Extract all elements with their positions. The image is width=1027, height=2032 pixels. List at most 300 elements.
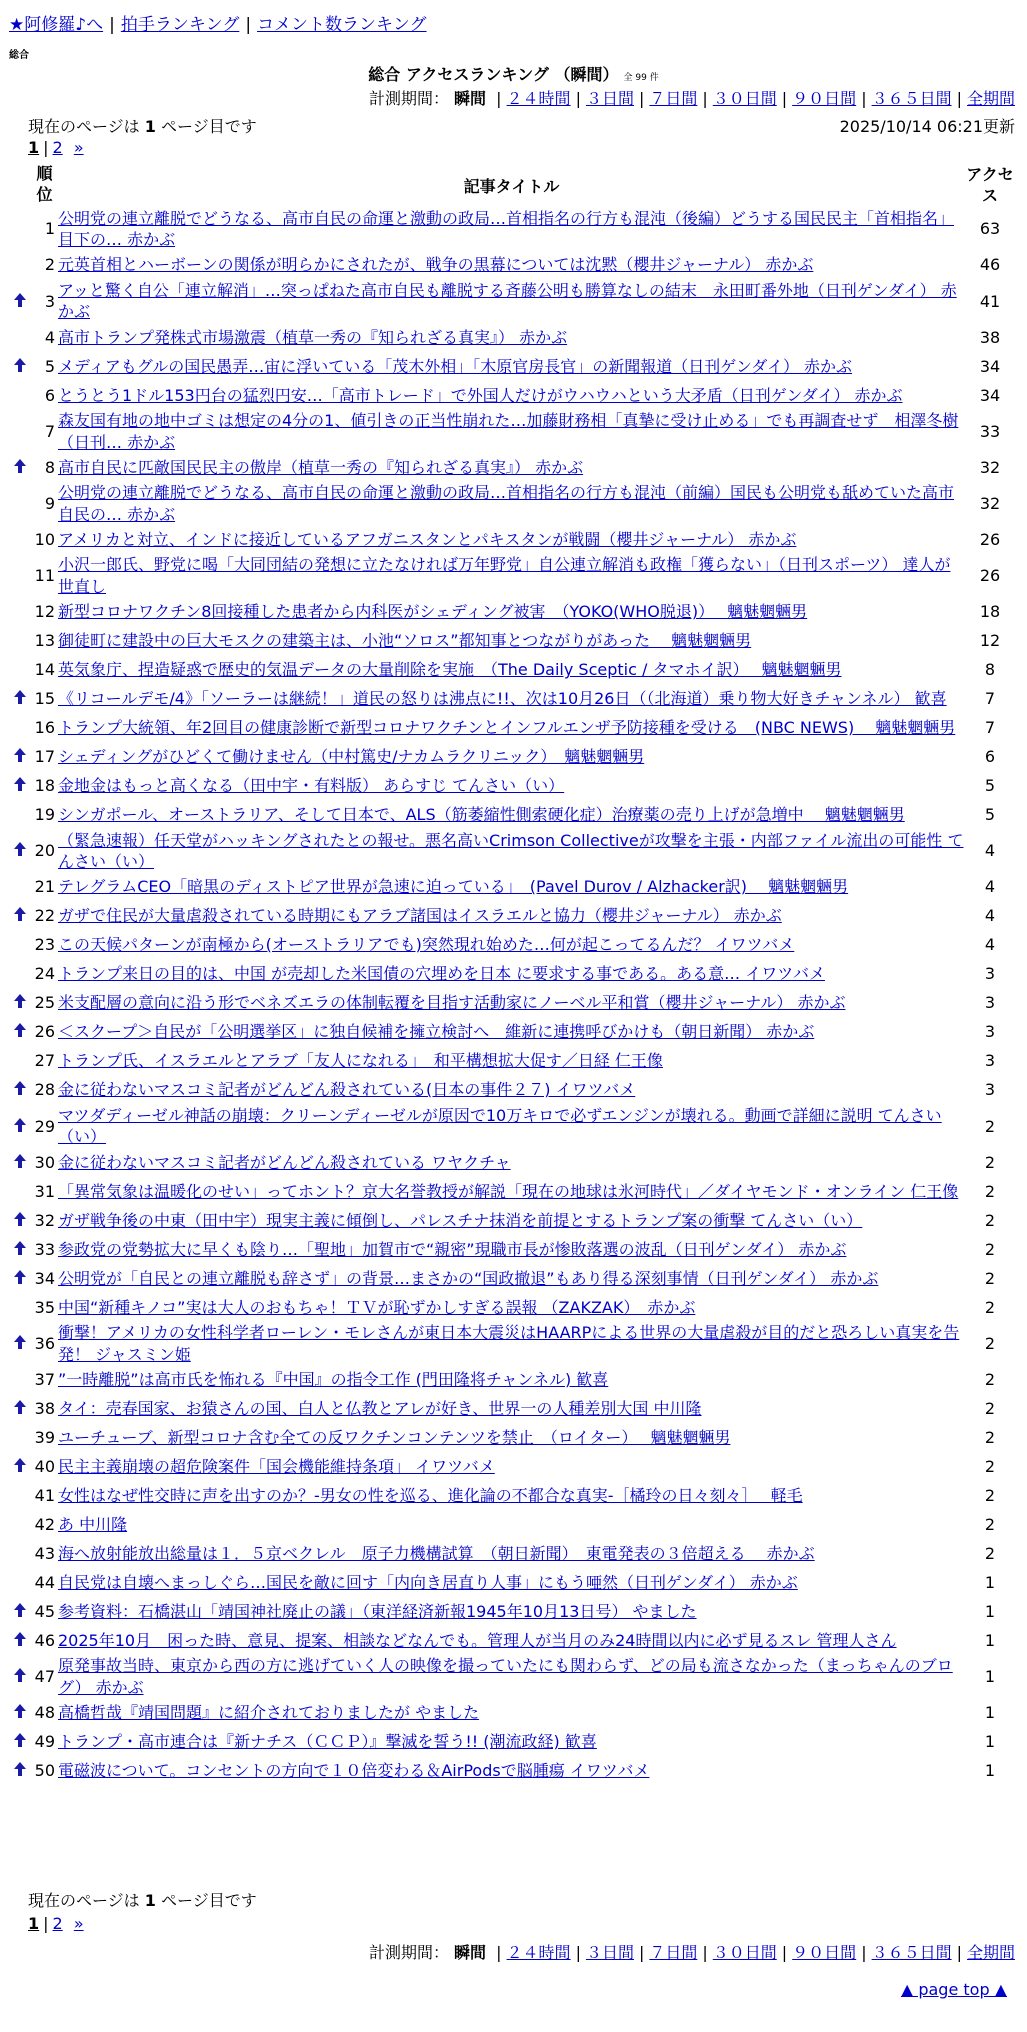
current-page-text [28, 114, 257, 137]
rank-number: 10 [34, 530, 55, 550]
article-title-link[interactable]: 2025年10月 困った時、意見、提案、相談などなんでも。管理人が当月のみ24時間以内に必ず見るスレ 管理人さん [58, 1630, 897, 1650]
article-title-link[interactable]: あ 中川隆 [58, 1514, 128, 1534]
article-title-link[interactable]: 森友国有地の地中ゴミは想定の4分の1、値引きの正当性崩れた…加藤財務相「真摯に受け止める」でも再調査せず 相澤冬樹（日刊… 赤かぶ [58, 410, 959, 452]
article-title-cell [58, 1177, 965, 1206]
article-title-link[interactable]: ガザで住民が大量虐殺されている時期にもアラブ諸国はイスラエルと協力（櫻井ジャーナル） 赤かぶ [58, 906, 782, 926]
item-count: 全 99 件 [623, 73, 659, 83]
rank-number: 2 [44, 255, 55, 275]
access-count: 2 [984, 1333, 996, 1353]
article-title-link[interactable]: 米支配層の意向に沿う形でベネズエラの体制転覆を目指す活動家にノーベル平和賞（櫻井ジャーナル） 赤かぶ [58, 993, 846, 1013]
article-title-cell [58, 902, 965, 931]
article-title-cell [58, 1481, 965, 1510]
article-title-link[interactable]: 英気象庁、捏造疑惑で歴史的気温データの大量削除を実施 （The Daily Sceptic / タマホイ訳） 魑魅魍魎男 [58, 660, 842, 680]
comment-ranking-link[interactable]: コメント数ランキング [257, 15, 427, 35]
table-row [9, 931, 1015, 960]
table-row [9, 1597, 1015, 1626]
rank-number: 23 [34, 935, 55, 955]
article-title-cell [58, 989, 965, 1018]
article-title-link[interactable]: 参政党の党勢拡大に早くも陰り…「聖地」加賀市で“親密”現職市長が惨敗落選の波乱（日刊ゲンダイ） 赤かぶ [58, 1239, 847, 1259]
access-count: 2 [984, 1152, 996, 1172]
access-count: 63 [979, 219, 1001, 239]
access-count: 1 [984, 1630, 996, 1650]
article-title-link[interactable]: トランプ・高市連合は『新ナチス（ＣＣＰ）』撃滅を誓う!! (潮流政経) 歓喜 [58, 1731, 597, 1751]
article-title-link[interactable]: 金地金はもっと高くなる（田中宇・有料版） あらすじ てんさい（い） [58, 776, 565, 796]
article-title-link[interactable]: この天候パターンが南極から(オーストラリアでも)突然現れ始めた…何が起こってるんだ？ イワツバメ [58, 935, 795, 955]
article-title-link[interactable]: テレグラムCEO「暗黒のディストピア世界が急速に迫っている」 (Pavel Durov / Alzhacker訳) 魑魅魍魎男 [58, 877, 849, 897]
article-title-cell [58, 1076, 965, 1105]
separator: | [638, 1943, 645, 1962]
rank-number: 35 [34, 1297, 55, 1317]
separator: | [861, 1943, 867, 1962]
access-count: 1 [984, 1760, 996, 1780]
rank-change-cell [9, 1105, 31, 1148]
rank-change-cell [9, 1235, 31, 1264]
period-option-link[interactable]: 全期間 [966, 89, 1015, 108]
rank-up-arrow-icon [14, 994, 26, 1008]
article-title-cell [58, 323, 965, 352]
article-title-cell [58, 1452, 965, 1481]
rank-number: 33 [34, 1239, 55, 1259]
rank-number: 30 [34, 1152, 55, 1172]
rank-change-cell [9, 1698, 31, 1727]
rank-change-cell [9, 1322, 31, 1365]
article-title-cell [58, 410, 965, 453]
rank-number: 44 [34, 1572, 55, 1592]
article-title-link[interactable]: アメリカと対立、インドに接近しているアフガニスタンとパキスタンが戦闘（櫻井ジャーナル） 赤かぶ [58, 530, 797, 550]
rank-change-cell [9, 1481, 31, 1510]
article-title-link[interactable]: 女性はなぜ性交時に声を出すのか？-男女の性を巡る、進化論の不都合な真実-［橘玲の日々刻々］ 軽毛 [58, 1485, 803, 1505]
rank-change-cell [9, 410, 31, 453]
article-title-cell [58, 1698, 965, 1727]
separator: | [575, 89, 581, 108]
rank-change-cell [9, 1365, 31, 1394]
rank-change-cell [9, 801, 31, 830]
rank-number: 19 [34, 805, 55, 825]
article-title-cell [58, 960, 965, 989]
article-title-cell [58, 554, 965, 597]
access-count: 1 [984, 1572, 996, 1592]
rank-up-arrow-icon [14, 1118, 26, 1132]
table-row [9, 1293, 1015, 1322]
article-title-cell [58, 873, 965, 902]
rank-number: 16 [34, 718, 55, 738]
table-row [9, 1394, 1015, 1423]
access-count: 2 [984, 1210, 996, 1230]
rank-change-cell [9, 598, 31, 627]
rank-change-cell [9, 1047, 31, 1076]
rank-number: 24 [34, 964, 55, 984]
rank-number: 49 [34, 1731, 55, 1751]
rank-number: 18 [34, 776, 55, 796]
article-title-link[interactable]: 自民党は自壊へまっしぐら…国民を敵に回す「内向き居直り人事」にもう唖然（日刊ゲンダイ） 赤かぶ [58, 1572, 798, 1592]
rank-up-arrow-icon [14, 358, 26, 372]
article-title-link[interactable]: メディアもグルの国民愚弄…宙に浮いている「茂木外相」「木原官房長官」の新聞報道（日刊ゲンダイ） 赤かぶ [58, 356, 853, 376]
rank-number: 27 [34, 1051, 55, 1071]
access-count: 12 [979, 631, 1001, 651]
access-count: 26 [979, 530, 1001, 550]
table-row [9, 1510, 1015, 1539]
rank-number: 45 [34, 1601, 55, 1621]
access-count: 32 [979, 457, 1001, 477]
article-title-link[interactable]: 《リコールデモ/4》「ソーラーは継続！」道民の怒りは沸点に!!、次は10月26日（（北海道）乗り物大好きチャンネル） 歓喜 [58, 689, 947, 709]
article-title-link[interactable]: 中国“新種キノコ”実は大人のおもちゃ！ＴＶが恥ずかしすぎる誤報 （ZAKZAK） 赤かぶ [58, 1297, 696, 1317]
pager-current: 1 [28, 1914, 40, 1933]
table-row [9, 873, 1015, 902]
rank-number: 50 [34, 1760, 55, 1780]
article-title-cell [58, 1264, 965, 1293]
rank-change-cell [9, 1148, 31, 1177]
period-option-link[interactable]: ７日間 [649, 89, 698, 108]
rank-number: 22 [34, 906, 55, 926]
article-title-link[interactable]: ”一時離脱”は高市氏を怖れる『中国』の指令工作 (門田隆将チャンネル) 歓喜 [58, 1369, 609, 1389]
article-title-cell [58, 772, 965, 801]
access-count: 2 [984, 1398, 996, 1418]
access-count: 2 [984, 1369, 996, 1389]
rank-change-cell [9, 1597, 31, 1626]
table-row [9, 1423, 1015, 1452]
period-option-link[interactable]: ３０日間 [712, 89, 777, 108]
article-title-link[interactable]: 公明党が「自民との連立離脱も辞さず」の背景…まさかの“国政撤退”もあり得る深刻事情（日刊ゲンダイ） 赤かぶ [58, 1268, 879, 1288]
rank-change-cell [9, 873, 31, 902]
article-title-link[interactable]: 御徒町に建設中の巨大モスクの建築主は、小池“ソロス”都知事とつながりがあった 魑魅魍魎男 [58, 631, 752, 651]
table-row [9, 525, 1015, 554]
access-count: 26 [979, 566, 1001, 586]
separator: | [702, 89, 708, 108]
table-row [9, 1105, 1015, 1148]
access-count: 4 [984, 906, 996, 926]
separator: | [702, 1943, 708, 1962]
rank-change-cell [9, 453, 31, 482]
access-count: 4 [984, 877, 996, 897]
article-title-link[interactable]: 「異常気象は温暖化のせい」ってホント？京大名誉教授が解説「現在の地球は氷河時代」／ダイヤモンド・オンライン 仁王像 [58, 1181, 959, 1201]
pager-current: 1 [28, 138, 40, 157]
separator: | [956, 89, 962, 108]
article-title-cell [58, 1018, 965, 1047]
article-title-link[interactable]: トランプ来日の目的は、中国 が売却した米国債の穴埋めを日本 に要求する事である。ある意… イワツバメ [58, 964, 825, 984]
table-row [9, 685, 1015, 714]
rank-up-arrow-icon [14, 842, 26, 856]
article-title-link[interactable]: 原発事故当時、東京から西の方に逃げていく人の映像を撮っていたにも関わらず、どの局も流さなかった（まっちゃんのブログ） 赤かぶ [58, 1656, 953, 1697]
article-title-link[interactable]: 高市トランプ発株式市場激震（植草一秀の『知られざる真実』） 赤かぶ [58, 327, 568, 347]
rank-change-cell [9, 1394, 31, 1423]
article-title-link[interactable]: 公明党の連立離脱でどうなる、高市自民の命運と激動の政局…首相指名の行方も混沌（後編）どうする国民民主「首相指名」目下の… 赤かぶ [58, 208, 955, 250]
rank-change-cell [9, 627, 31, 656]
access-count: 2 [984, 1456, 996, 1476]
footer-current-page-text [28, 1888, 257, 1911]
article-title-link[interactable]: アッと驚く自公「連立解消」…突っぱねた高市自民も離脱する斉藤公明も勝算なしの結末 永田町番外地（日刊ゲンダイ） 赤かぶ [58, 280, 957, 322]
rank-change-cell [9, 1510, 31, 1539]
period-option-link[interactable]: ３６５日間 [871, 1943, 952, 1962]
article-title-cell [58, 830, 965, 873]
article-title-link[interactable]: とうとう1ドル153円台の猛烈円安…「高市トレード」で外国人だけがウハウハという大矛盾（日刊ゲンダイ） 赤かぶ [58, 385, 903, 405]
rank-up-arrow-icon [14, 1704, 26, 1718]
current-page-number: 1 [144, 117, 156, 136]
rank-number: 47 [34, 1666, 55, 1686]
rank-up-arrow-icon [14, 1668, 26, 1682]
table-row [9, 743, 1015, 772]
article-title-cell [58, 685, 965, 714]
period-label: 計測期間： [368, 1943, 449, 1962]
rank-change-cell [9, 743, 31, 772]
article-title-cell [58, 1568, 965, 1597]
access-count: 3 [984, 993, 996, 1013]
article-title-cell [58, 656, 965, 685]
rank-change-cell [9, 960, 31, 989]
table-row [9, 1235, 1015, 1264]
table-row [9, 1047, 1015, 1076]
access-count: 18 [979, 602, 1001, 622]
access-header: アクセス [966, 165, 1014, 205]
article-title-link[interactable]: 民主主義崩壊の超危険案件「国会機能維持条項」 イワツバメ [58, 1456, 495, 1476]
table-row [9, 280, 1015, 323]
table-row [9, 352, 1015, 381]
rank-change-cell [9, 1756, 31, 1785]
rank-up-arrow-icon [14, 459, 26, 473]
rank-number: 5 [44, 356, 55, 376]
article-title-link[interactable]: マツダディーゼル神話の崩壊：クリーンディーゼルが原因で10万キロで必ずエンジンが壊れる。動画で詳細に説明 てんさい（い） [58, 1105, 942, 1147]
ranking-table [9, 164, 1015, 1785]
period-option-link[interactable]: ３６５日間 [871, 89, 952, 108]
article-title-link[interactable]: 衝撃！アメリカの女性科学者ローレン・モレさんが東日本大震災はHAARPによる世界の大量虐殺が目的だと恐ろしい真実を告発！ ジャスミン姫 [58, 1322, 960, 1364]
article-title-link[interactable]: 金に従わないマスコミ記者がどんどん殺されている(日本の事件２７) イワツバメ [58, 1080, 636, 1100]
separator: | [496, 89, 502, 108]
rank-change-cell [9, 251, 31, 280]
article-title-link[interactable]: 海へ放射能放出総量は１．５京ベクレル 原子力機構試算 （朝日新聞） 東電発表の３倍超える 赤かぶ [58, 1543, 815, 1563]
access-count: 3 [984, 1080, 996, 1100]
access-count: 2 [984, 1485, 996, 1505]
table-row [9, 410, 1015, 453]
pager-page-2[interactable]: 2 [52, 1914, 63, 1933]
rank-change-cell [9, 323, 31, 352]
rank-number: 20 [34, 841, 55, 861]
access-count: 5 [984, 805, 996, 825]
rank-change-cell [9, 1293, 31, 1322]
rank-up-arrow-icon [14, 907, 26, 921]
access-count: 3 [984, 1022, 996, 1042]
access-count: 2 [984, 1239, 996, 1259]
access-count: 46 [979, 255, 1001, 275]
rank-number: 31 [34, 1181, 55, 1201]
article-title-link[interactable]: シンガポール、オーストラリア、そして日本で、ALS（筋萎縮性側索硬化症）治療薬の売り上げが急増中 魑魅魍魎男 [58, 805, 905, 825]
rank-up-arrow-icon [14, 690, 26, 704]
article-title-cell [58, 1047, 965, 1076]
article-title-cell [58, 1655, 965, 1698]
article-title-cell [58, 627, 965, 656]
article-title-cell [58, 1365, 965, 1394]
rank-change-cell [9, 714, 31, 743]
rank-change-cell [9, 1727, 31, 1756]
article-title-cell [58, 1148, 965, 1177]
article-title-link[interactable]: （緊急速報）任天堂がハッキングされたとの報せ。悪名高いCrimson Collectiveが攻撃を主張・内部ファイル流出の可能性 てんさい（い） [58, 830, 964, 872]
table-row [9, 598, 1015, 627]
article-title-cell [58, 453, 965, 482]
table-row [9, 1177, 1015, 1206]
article-title-cell [58, 1423, 965, 1452]
pager-next-arrow[interactable]: » [73, 1914, 84, 1933]
article-title-link[interactable]: タイ：売春国家、お猿さんの国、白人と仏教とアレが好き、世界一の人種差別大国 中川隆 [58, 1398, 702, 1418]
article-title-cell [58, 482, 965, 525]
article-title-cell [58, 801, 965, 830]
table-row [9, 714, 1015, 743]
period-option-link[interactable]: ２４時間 [506, 1943, 571, 1962]
article-title-link[interactable]: 公明党の連立離脱でどうなる、高市自民の命運と激動の政局…首相指名の行方も混沌（前編）国民も公明党も舐めていた高市自民の… 赤かぶ [58, 483, 955, 524]
article-title-link[interactable]: ガザ戦争後の中東（田中宇）現実主義に傾倒し、パレスチナ抹消を前提とするトランプ案の衝撃 てんさい（い） [58, 1210, 863, 1230]
table-row [9, 830, 1015, 873]
current-page-prefix: 現在のページは [28, 1891, 140, 1910]
separator: | [956, 1943, 962, 1962]
period-selector [369, 86, 1015, 109]
period-current: 瞬間 [454, 1943, 487, 1962]
rank-change-cell [9, 1264, 31, 1293]
article-title-link[interactable]: 新型コロナワクチン8回接種した患者から内科医がシェディング被害 （YOKO(WHO脱退)） 魑魅魍魎男 [58, 602, 808, 622]
period-option-link[interactable]: ２４時間 [506, 89, 571, 108]
table-header-row [9, 164, 1015, 208]
separator: | [496, 1943, 502, 1962]
article-title-cell [58, 598, 965, 627]
pager-page-2[interactable]: 2 [52, 138, 63, 157]
article-title-link[interactable]: 高市自民に匹敵国民民主の傲岸（植草一秀の『知られざる真実』） 赤かぶ [58, 457, 584, 477]
article-title-cell [58, 1539, 965, 1568]
pager [28, 138, 84, 157]
rank-change-cell [9, 1076, 31, 1105]
rank-change-cell [9, 1626, 31, 1655]
article-title-cell [58, 251, 965, 280]
access-count: 34 [979, 385, 1001, 405]
rank-number: 41 [34, 1485, 55, 1505]
ranking-title: 総合 アクセスランキング （瞬間） [368, 65, 619, 84]
article-title-cell [58, 352, 965, 381]
article-title-cell [58, 1235, 965, 1264]
rank-up-arrow-icon [14, 1458, 26, 1472]
rank-number: 37 [34, 1369, 55, 1389]
article-title-link[interactable]: トランプ大統領、年2回目の健康診断で新型コロナワクチンとインフルエンザ予防接種を受ける (NBC NEWS) 魑魅魍魎男 [58, 718, 956, 738]
page-top-link[interactable]: ▲ page top ▲ [900, 1980, 1007, 1999]
table-row [9, 772, 1015, 801]
article-title-cell [58, 714, 965, 743]
article-title-cell [58, 1293, 965, 1322]
pager-next-arrow[interactable]: » [73, 138, 84, 157]
rank-number: 29 [34, 1116, 55, 1136]
period-option-link[interactable]: ７日間 [649, 1943, 698, 1962]
access-count: 2 [984, 1297, 996, 1317]
page-title [0, 62, 1027, 85]
table-row [9, 1481, 1015, 1510]
rank-number: 8 [44, 457, 55, 477]
table-row [9, 251, 1015, 280]
current-page-prefix: 現在のページは [28, 117, 140, 136]
article-title-link[interactable]: 高橋哲哉『靖国問題』に紹介されておりましたが やました [58, 1702, 480, 1722]
rank-up-arrow-icon [14, 748, 26, 762]
rank-number: 3 [44, 291, 55, 311]
table-row [9, 1698, 1015, 1727]
rank-number: 9 [44, 493, 55, 513]
category-label: 総合 [9, 50, 29, 61]
table-row [9, 989, 1015, 1018]
rank-number: 7 [44, 421, 55, 441]
table-row [9, 1568, 1015, 1597]
table-row [9, 1655, 1015, 1698]
access-count: 8 [984, 660, 996, 680]
period-option-link[interactable]: ９０日間 [792, 89, 857, 108]
period-option-link[interactable]: ９０日間 [792, 1943, 857, 1962]
access-count: 34 [979, 356, 1001, 376]
table-row [9, 627, 1015, 656]
separator: | [109, 15, 115, 35]
home-link[interactable]: ★阿修羅♪へ [9, 15, 104, 35]
current-page-number: 1 [144, 1891, 156, 1910]
article-title-cell [58, 743, 965, 772]
rank-number: 6 [44, 385, 55, 405]
article-title-cell [58, 1756, 965, 1785]
period-option-link[interactable]: ３０日間 [712, 1943, 777, 1962]
article-title-cell [58, 1626, 965, 1655]
article-title-link[interactable]: シェディングがひどくて働けません（中村篤史/ナカムラクリニック） 魑魅魍魎男 [58, 747, 645, 767]
title-header: 記事タイトル [463, 177, 560, 197]
rank-up-arrow-icon [14, 293, 26, 307]
rank-change-cell [9, 656, 31, 685]
article-title-link[interactable]: ＜スクープ＞自民が「公明選挙区」に独自候補を擁立検討へ 維新に連携呼びかけも（朝日新聞） 赤かぶ [58, 1022, 815, 1042]
rank-number: 21 [34, 877, 55, 897]
period-option-link[interactable]: 全期間 [966, 1943, 1015, 1962]
rank-up-arrow-icon [14, 1762, 26, 1776]
table-row [9, 1365, 1015, 1394]
rank-up-arrow-icon [14, 1335, 26, 1349]
article-title-cell [58, 1510, 965, 1539]
rank-up-arrow-icon [14, 1212, 26, 1226]
arrow-header [9, 164, 31, 208]
article-title-link[interactable]: 元英首相とハーボーンの関係が明らかにされたが、戦争の黒幕については沈黙（櫻井ジャーナル） 赤かぶ [58, 255, 814, 275]
article-title-link[interactable]: ユーチューブ、新型コロナ含む全ての反ワクチンコンテンツを禁止 （ロイター） 魑魅魍魎男 [58, 1427, 731, 1447]
article-title-cell [58, 1597, 965, 1626]
article-title-link[interactable]: 参考資料：石橋湛山「靖国神社廃止の議」（東洋経済新報1945年10月13日号） やました [58, 1601, 697, 1621]
rank-change-cell [9, 1655, 31, 1698]
article-title-link[interactable]: 電磁波について。コンセントの方向で１０倍変わる＆AirPodsで脳腫瘍 イワツバメ [58, 1760, 650, 1780]
access-count: 2 [984, 1181, 996, 1201]
article-title-cell [58, 931, 965, 960]
article-title-cell [58, 381, 965, 410]
rank-number: 12 [34, 602, 55, 622]
table-row [9, 656, 1015, 685]
rank-number: 26 [34, 1022, 55, 1042]
separator: | [638, 89, 645, 108]
article-title-cell [58, 1105, 965, 1148]
article-title-link[interactable]: 金に従わないマスコミ記者がどんどん殺されている ワヤクチャ [58, 1152, 511, 1172]
article-title-cell [58, 208, 965, 251]
rank-number: 32 [34, 1210, 55, 1230]
access-count: 2 [984, 1543, 996, 1563]
article-title-link[interactable]: 小沢一郎氏、野党に喝「大同団結の発想に立たなければ万年野党」自公連立解消も政権「獲らない」（日刊スポーツ） 達人が世直し [58, 555, 951, 596]
access-count: 1 [984, 1731, 996, 1751]
rank-change-cell [9, 352, 31, 381]
table-row [9, 1076, 1015, 1105]
rank-change-cell [9, 1539, 31, 1568]
article-title-cell [58, 1394, 965, 1423]
access-count: 32 [979, 493, 1001, 513]
rank-number: 4 [44, 327, 55, 347]
clap-ranking-link[interactable]: 拍手ランキング [120, 15, 240, 35]
period-option-link[interactable]: ３日間 [585, 1943, 634, 1962]
access-count: 2 [984, 1514, 996, 1534]
table-row [9, 1539, 1015, 1568]
article-title-link[interactable]: トランプ氏、イスラエルとアラブ「友人になれる」 和平構想拡大促す／日経 仁王像 [58, 1051, 663, 1071]
rank-up-arrow-icon [14, 1154, 26, 1168]
table-row [9, 1727, 1015, 1756]
article-title-cell [58, 1322, 965, 1365]
table-row [9, 1148, 1015, 1177]
access-count: 33 [979, 421, 1001, 441]
period-option-link[interactable]: ３日間 [585, 89, 634, 108]
access-count: 2 [984, 1116, 996, 1136]
